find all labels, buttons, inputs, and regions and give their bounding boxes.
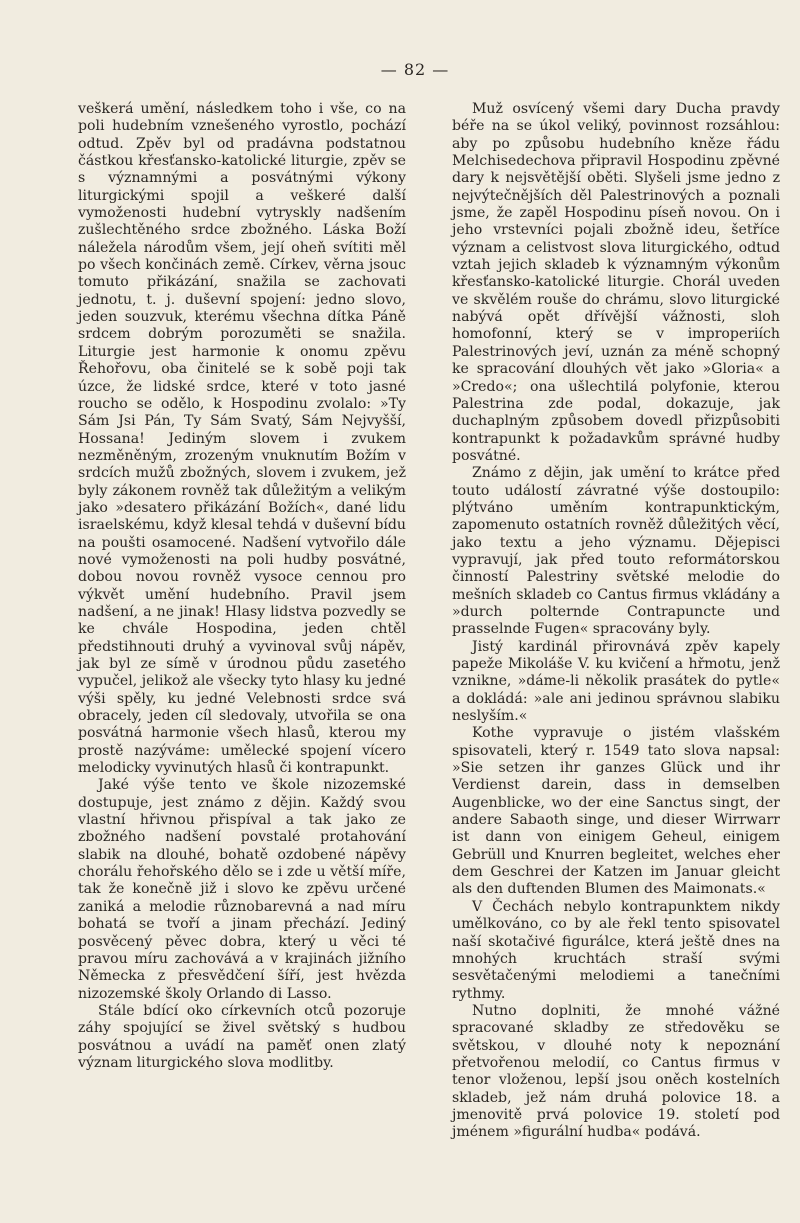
- left-text-column: [78, 101, 406, 1072]
- paragraph: Jistý kardinál přirovnává zpěv kapely papeže Mikoláše V. ku kvičení a hřmotu, jenž vznikne, »dáme-li několik prasátek do pytle« a dokládá: »ale ani jedinou správnou slabiku neslyším.«: [452, 638, 780, 725]
- paragraph: Stále bdící oko církevních otců pozoruje záhy spojující se živel světský s hudbou posvátnou a uvádí na paměť onen zlatý význam liturgického slova modlitby.: [78, 1002, 406, 1071]
- paragraph: V Čechách nebylo kontrapunktem nikdy umělkováno, co by ale řekl tento spisovatel naší skotačivé figurálce, která ještě dnes na mnohých kruchtách straší svými sesvětačenými melodiemi a tanečními rythmy.: [452, 898, 780, 1002]
- paragraph: Jaké výše tento ve škole nizozemské dostupuje, jest známo z dějin. Každý svou vlastní hřivnou přispíval a tak jako ze zbožného nadšení povstalé protahování slabik na dlouhé, bohatě ozdobené nápěvy chorálu řehořského dělo se i zde u větší míře, tak že konečně již i slovo ke zpěvu určené zaniká a melodie různobarevná a nad míru bohatá se tvoří a jinam přechází. Jediný posvěcený pěvec dobra, který u věci té pravou míru zachovává a v krajinách jižního Německa z přesvědčení šíří, jest hvězda nizozemské školy Orlando di Lasso.: [78, 777, 406, 1002]
- paragraph: Muž osvícený všemi dary Ducha pravdy béře na se úkol veliký, povinnost rozsáhlou: aby po způsobu hudebního kněze řádu Melchisedechova připravil Hospodinu zpěvné dary k nejsvětější oběti. Slyšeli jsme jedno z nejvýtečnějších děl Palestrinových a poznali jsme, že zapěl Hospodinu píseň novou. On i jeho vrstevníci pojali zbožně ideu, šetříce význam a celistvost slova liturgického, odtud vztah jejich skladeb k významným výkonům křesťansko-katolické liturgie. Chorál uveden ve skvělém rouše do chrámu, slovo liturgické nabývá opět dřívější vážnosti, sloh homofonní, který se v improperiích Palestrinových jeví, uznán za méně schopný ke spracování dlouhých vět jako »Gloria« a »Credo«; ona ušlechtilá polyfonie, kterou Palestrina zde podal, dokazuje, jak duchaplným způsobem dovedl přizpůsobiti kontrapunkt k požadavkům správné hudby posvátné.: [452, 101, 780, 464]
- paragraph: Nutno doplniti, že mnohé vážné spracované skladby ze středověku se světskou, v dlouhé noty k nepoznání přetvořenou melodií, co Cantus firmus v tenor vloženou, lepší jsou oněch kostelních skladeb, jež nám druhá polovice 18. a jmenovitě prvá polovice 19. století pod jménem »figurální hudba« podává.: [452, 1002, 780, 1141]
- paragraph: Kothe vypravuje o jistém vlašském spisovateli, který r. 1549 tato slova napsal: »Sie setzen ihr ganzes Glück und ihr Verdienst darein, dass in demselben Augenblicke, wo der eine Sanctus singt, der andere Sabaoth singe, und dieser Wirrwarr ist dann von einigem Geheul, einigem Gebrüll und Knurren begleitet, welches eher dem Geschrei der Katzen im Januar gleicht als den duftenden Blumen des Maimonats.«: [452, 725, 780, 898]
- page-number: — 82 —: [380, 60, 450, 79]
- paragraph: Známo z dějin, jak umění to krátce před touto událostí závratné výše dostoupilo: plýtváno uměním kontrapunktickým, zapomenuto ostatních rovněž důležitých věcí, jako textu a jeho významu. Dějepisci vypravují, jak před touto reformátorskou činností Palestriny světské melodie do mešních skladeb co Cantus firmus vkládány a »durch polternde Contrapuncte und prasselnde Fugen« spracovány byly.: [452, 465, 780, 638]
- paragraph: veškerá umění, následkem toho i vše, co na poli hudebním vznešeného vyrostlo, pochází odtud. Zpěv byl od pradávna podstatnou částkou křesťansko-katolické liturgie, zpěv se s významnými a posvátnými výkony liturgickými spojil a veškeré další vymoženosti hudební vytryskly nadšením zušlechtěného srdce zbožného. Láska Boží náležela národům všem, její oheň svítiti měl po všech končinách země. Církev, věrna jsouc tomuto přikázání, snažila se zachovati jednotu, t. j. duševní spojení: jedno slovo, jeden souzvuk, kterému všechna dítka Páně srdcem dobrým porozuměti se snažila. Liturgie jest harmonie k onomu zpěvu Řehořovu, oba činitelé se k sobě poji tak úzce, že lidské srdce, které v toto jasné roucho se odělo, k Hospodinu zvolalo: »Ty Sám Jsi Pán, Ty Sám Svatý, Sám Nejvyšší, Hossana! Jediným slovem i zvukem nezměněným, zrozeným vnuknutím Božím v srdcích mužů zbožných, slovem i zvukem, jež byly zákonem rovněž tak důležitým a velikým jako »desatero přikázání Božích«, dané lidu israelskému, když klesal tehdá v duševní bídu na poušti osamocené. Nadšení vytvořilo dále nové vymoženosti na poli hudby posvátné, dobou novou rovněž vysoce cennou pro výkvět umění hudebního. Pravil jsem nadšení, a ne jinak! Hlasy lidstva pozvedly se ke chvále Hospodina, jeden chtěl předstihnouti druhý a vyvinoval svůj nápěv, jak byl ze símě v úrodnou půdu zasetého vypučel, jelikož ale všecky tyto hlasy ku jedné výši spěly, ku jedné Velebnosti srdce svá obracely, jeden cíl sledovaly, utvořila se ona posvátná harmonie všech hlasů, kterou my prostě nazýváme: umělecké spojení vícero melodicky vyvinutých hlasů či kontrapunkt.: [78, 101, 406, 777]
- right-text-column: [452, 101, 780, 1142]
